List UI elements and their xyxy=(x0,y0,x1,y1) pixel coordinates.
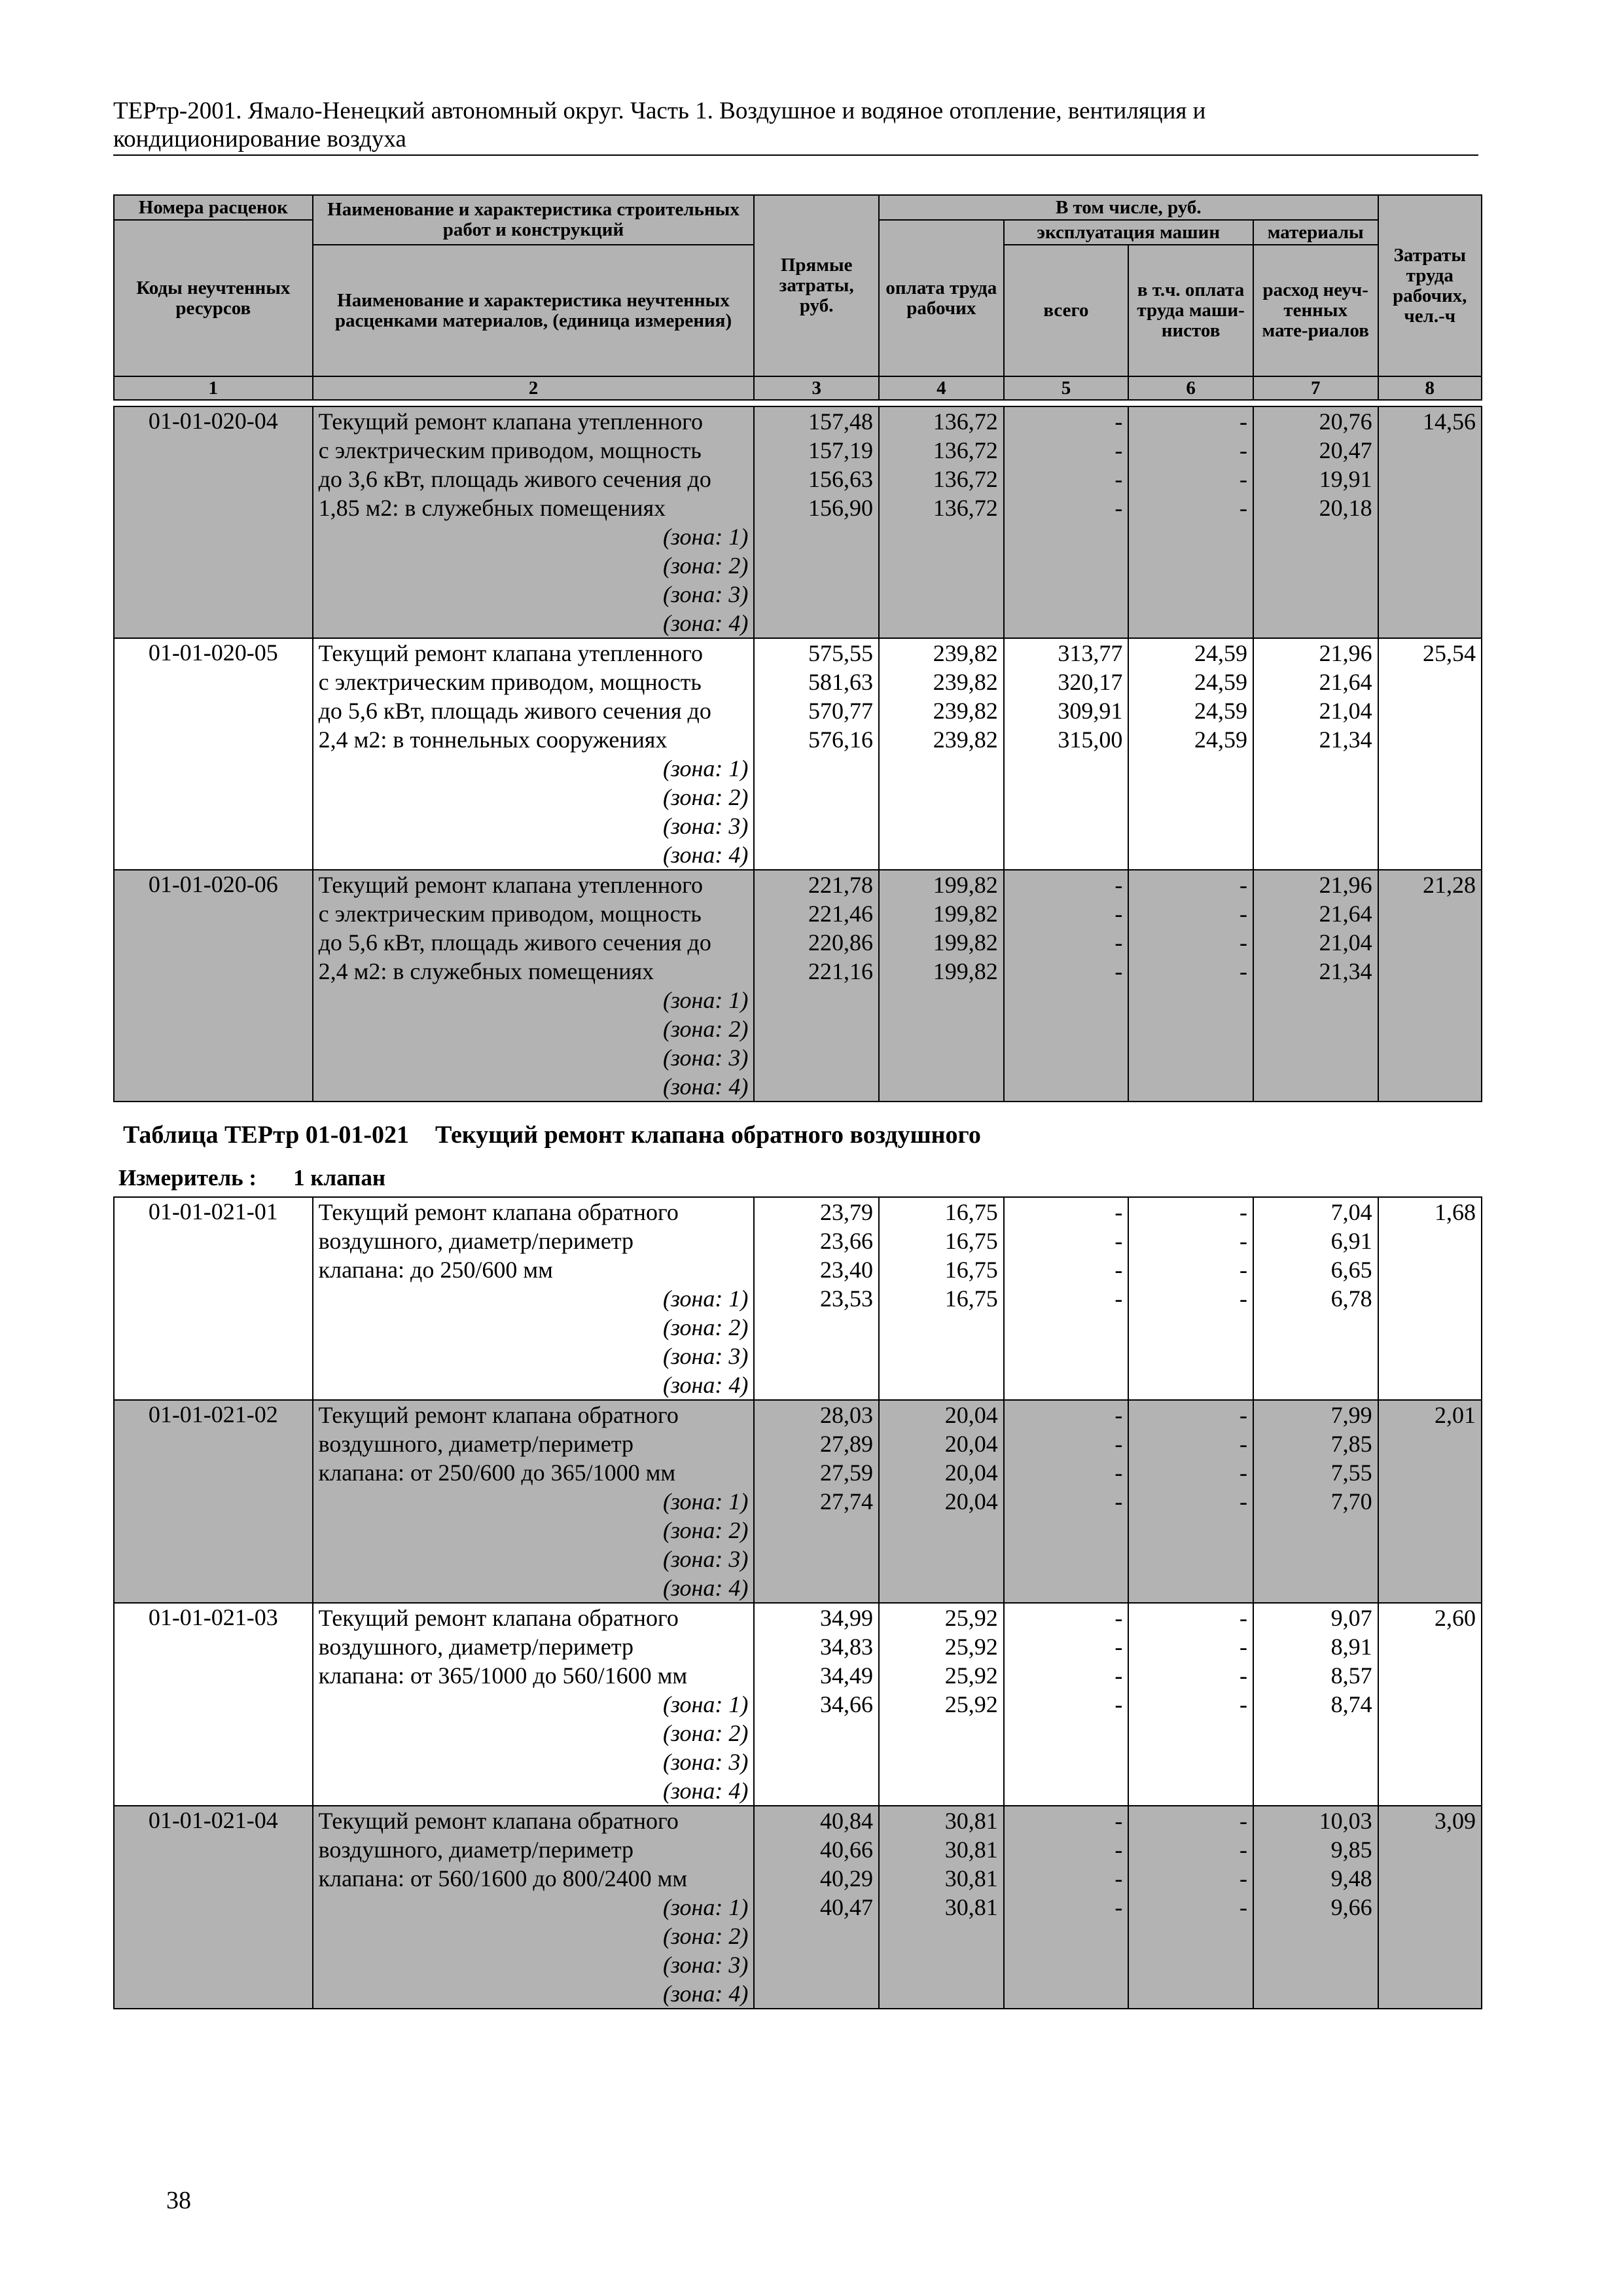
rate-description xyxy=(313,406,755,638)
zone-value: - xyxy=(1239,1199,1247,1225)
zone-label: (зона: 3) xyxy=(663,1546,749,1572)
col-worker-pay: оплата труда рабочих xyxy=(879,220,1004,376)
zone-value: - xyxy=(1239,1865,1247,1892)
rate-row xyxy=(114,1400,1482,1603)
machinist-pay-values xyxy=(1128,638,1253,870)
zone-value: 24,59 xyxy=(1194,669,1247,695)
description-line: Текущий ремонт клапана обратного xyxy=(318,1199,679,1225)
zone-value: 30,81 xyxy=(944,1837,998,1863)
rate-description xyxy=(313,1197,755,1400)
zone-label: (зона: 2) xyxy=(663,1016,749,1042)
machinist-pay-values xyxy=(1128,1806,1253,2009)
zone-value: 20,04 xyxy=(944,1488,998,1515)
labor-costs-value xyxy=(1378,870,1482,1102)
worker-pay-values xyxy=(879,1806,1004,2009)
zone-value: - xyxy=(1239,495,1247,521)
zone-value: 221,16 xyxy=(808,958,874,984)
zone-value: - xyxy=(1239,1257,1247,1283)
zone-value: - xyxy=(1115,1808,1123,1834)
labor-costs-value xyxy=(1378,406,1482,638)
description-line: с электрическим приводом, мощность xyxy=(318,437,702,463)
rate-code: 01-01-021-03 xyxy=(114,1603,313,1806)
zone-value: 320,17 xyxy=(1058,669,1123,695)
zone-label: (зона: 4) xyxy=(663,1073,749,1100)
rates-table-01-01-021 xyxy=(113,1196,1482,2009)
header-line-2: кондиционирование воздуха xyxy=(113,126,406,152)
zone-value: 313,77 xyxy=(1058,640,1123,666)
zone-value: 23,40 xyxy=(820,1257,874,1283)
rate-description xyxy=(313,870,755,1102)
zone-value: - xyxy=(1115,1402,1123,1428)
zone-value: 27,59 xyxy=(820,1460,874,1486)
direct-cost-values xyxy=(754,1603,879,1806)
zone-value: - xyxy=(1115,872,1123,898)
zone-value: - xyxy=(1239,1634,1247,1660)
zone-value: 221,78 xyxy=(808,872,874,898)
zone-value: 21,64 xyxy=(1319,669,1372,695)
zone-value: 157,48 xyxy=(808,408,874,435)
description-line: до 5,6 кВт, площадь живого сечения до xyxy=(318,929,711,956)
zone-value: 7,04 xyxy=(1330,1199,1372,1225)
zone-value: 19,91 xyxy=(1319,466,1372,492)
page-number: 38 xyxy=(166,2187,191,2214)
zone-value: - xyxy=(1239,466,1247,492)
zone-value: - xyxy=(1239,872,1247,898)
worker-pay-values xyxy=(879,638,1004,870)
labor-costs-value xyxy=(1378,1603,1482,1806)
description-line: Текущий ремонт клапана обратного xyxy=(318,1402,679,1428)
zone-value: - xyxy=(1115,929,1123,956)
machine-total-values xyxy=(1004,1806,1129,2009)
col-number-7: 7 xyxy=(1253,376,1378,400)
zone-value: 199,82 xyxy=(933,901,998,927)
zone-label: (зона: 3) xyxy=(663,1749,749,1775)
materials-values xyxy=(1253,1197,1378,1400)
materials-values xyxy=(1253,406,1378,638)
description-line: Текущий ремонт клапана утепленного xyxy=(318,640,703,666)
table-title xyxy=(123,1121,981,1149)
rate-description xyxy=(313,1806,755,2009)
zone-value: - xyxy=(1115,1285,1123,1312)
labor-value: 21,28 xyxy=(1423,872,1476,898)
zone-value: 9,66 xyxy=(1330,1894,1372,1920)
zone-value: - xyxy=(1239,1488,1247,1515)
rate-row xyxy=(114,406,1482,638)
zone-label: (зона: 4) xyxy=(663,1778,749,1804)
measure-value: 1 клапан xyxy=(293,1165,386,1191)
zone-value: 7,55 xyxy=(1330,1460,1372,1486)
zone-value: - xyxy=(1115,1691,1123,1717)
zone-value: - xyxy=(1115,958,1123,984)
zone-label: (зона: 4) xyxy=(663,610,749,636)
labor-value: 14,56 xyxy=(1423,408,1476,435)
labor-costs-value xyxy=(1378,638,1482,870)
zone-value: - xyxy=(1115,1605,1123,1631)
zone-label: (зона: 1) xyxy=(663,755,749,781)
col-labor-costs: Затраты труда рабочих, чел.-ч xyxy=(1378,195,1482,376)
zone-value: 30,81 xyxy=(944,1894,998,1920)
zone-label: (зона: 3) xyxy=(663,1952,749,1978)
machinist-pay-values xyxy=(1128,1197,1253,1400)
machine-total-values xyxy=(1004,406,1129,638)
zone-value: 21,96 xyxy=(1319,640,1372,666)
zone-label: (зона: 4) xyxy=(663,1575,749,1601)
zone-value: 7,99 xyxy=(1330,1402,1372,1428)
rate-row xyxy=(114,1197,1482,1400)
zone-value: 25,92 xyxy=(944,1691,998,1717)
materials-values xyxy=(1253,1603,1378,1806)
col-work-name: Наименование и характеристика строительных работ и конструкций xyxy=(313,195,755,245)
rate-row xyxy=(114,870,1482,1102)
col-number-2: 2 xyxy=(313,376,755,400)
zone-value: 581,63 xyxy=(808,669,874,695)
zone-value: - xyxy=(1239,437,1247,463)
zone-value: - xyxy=(1239,408,1247,435)
zone-value: 21,04 xyxy=(1319,698,1372,724)
table-header xyxy=(113,194,1482,401)
zone-value: 7,70 xyxy=(1330,1488,1372,1515)
zone-label: (зона: 3) xyxy=(663,813,749,839)
col-total: всего xyxy=(1004,245,1129,376)
zone-value: 221,46 xyxy=(808,901,874,927)
description-line: клапана: до 250/600 мм xyxy=(318,1257,553,1283)
description-line: 2,4 м2: в тоннельных сооружениях xyxy=(318,726,668,753)
zone-value: 20,47 xyxy=(1319,437,1372,463)
zone-label: (зона: 1) xyxy=(663,987,749,1013)
zone-value: 21,96 xyxy=(1319,872,1372,898)
zone-value: 23,53 xyxy=(820,1285,874,1312)
zone-value: 8,74 xyxy=(1330,1691,1372,1717)
machinist-pay-values xyxy=(1128,870,1253,1102)
header-line-1: ТЕРтр-2001. Ямало-Ненецкий автономный округ. Часть 1. Воздушное и водяное отопление, вентиляция и xyxy=(113,98,1206,124)
zone-value: 24,59 xyxy=(1194,698,1247,724)
zone-label: (зона: 2) xyxy=(663,1517,749,1543)
worker-pay-values xyxy=(879,1400,1004,1603)
zone-label: (зона: 1) xyxy=(663,1691,749,1717)
zone-label: (зона: 4) xyxy=(663,1372,749,1398)
rates-table-01-01-020 xyxy=(113,406,1482,1102)
col-number-3: 3 xyxy=(754,376,879,400)
zone-value: - xyxy=(1239,1431,1247,1457)
zone-value: 34,66 xyxy=(820,1691,874,1717)
materials-values xyxy=(1253,638,1378,870)
zone-value: - xyxy=(1115,1634,1123,1660)
description-line: Текущий ремонт клапана утепленного xyxy=(318,408,703,435)
zone-value: - xyxy=(1115,408,1123,435)
rate-code: 01-01-021-01 xyxy=(114,1197,313,1400)
zone-value: - xyxy=(1239,929,1247,956)
col-number-6: 6 xyxy=(1128,376,1253,400)
measure-line xyxy=(118,1165,385,1191)
zone-label: (зона: 2) xyxy=(663,1720,749,1746)
zone-value: - xyxy=(1239,1894,1247,1920)
description-line: Текущий ремонт клапана утепленного xyxy=(318,872,703,898)
measure-label: Измеритель : xyxy=(118,1165,257,1191)
labor-costs-value xyxy=(1378,1806,1482,2009)
zone-value: 40,66 xyxy=(820,1837,874,1863)
description-line: клапана: от 250/600 до 365/1000 мм xyxy=(318,1460,676,1486)
rate-row xyxy=(114,638,1482,870)
zone-value: 239,82 xyxy=(933,640,998,666)
zone-value: - xyxy=(1239,958,1247,984)
zone-value: 20,04 xyxy=(944,1460,998,1486)
worker-pay-values xyxy=(879,1603,1004,1806)
labor-value: 2,60 xyxy=(1435,1605,1476,1631)
zone-value: 576,16 xyxy=(808,726,874,753)
materials-values xyxy=(1253,1400,1378,1603)
zone-value: 239,82 xyxy=(933,698,998,724)
col-machine-operation: эксплуатация машин xyxy=(1004,220,1253,245)
rate-code: 01-01-021-02 xyxy=(114,1400,313,1603)
zone-value: 20,18 xyxy=(1319,495,1372,521)
zone-value: 40,47 xyxy=(820,1894,874,1920)
zone-value: 570,77 xyxy=(808,698,874,724)
zone-value: - xyxy=(1239,1402,1247,1428)
materials-values xyxy=(1253,1806,1378,2009)
labor-costs-value xyxy=(1378,1400,1482,1603)
zone-label: (зона: 1) xyxy=(663,1894,749,1920)
rate-description xyxy=(313,1400,755,1603)
labor-value: 1,68 xyxy=(1435,1199,1476,1225)
zone-value: 309,91 xyxy=(1058,698,1123,724)
zone-value: 23,66 xyxy=(820,1228,874,1254)
zone-value: 136,72 xyxy=(933,495,998,521)
zone-value: 9,07 xyxy=(1330,1605,1372,1631)
col-materials: материалы xyxy=(1253,220,1378,245)
zone-value: - xyxy=(1115,1228,1123,1254)
rate-code: 01-01-021-04 xyxy=(114,1806,313,2009)
machine-total-values xyxy=(1004,1603,1129,1806)
zone-value: 156,90 xyxy=(808,495,874,521)
description-line: воздушного, диаметр/периметр xyxy=(318,1634,634,1660)
zone-value: - xyxy=(1239,1808,1247,1834)
col-resource-codes: Коды неучтенных ресурсов xyxy=(114,220,313,376)
description-line: Текущий ремонт клапана обратного xyxy=(318,1808,679,1834)
zone-value: 315,00 xyxy=(1058,726,1123,753)
description-line: с электрическим приводом, мощность xyxy=(318,669,702,695)
zone-value: - xyxy=(1115,1431,1123,1457)
direct-cost-values xyxy=(754,1197,879,1400)
zone-value: 21,34 xyxy=(1319,726,1372,753)
description-line: Текущий ремонт клапана обратного xyxy=(318,1605,679,1631)
zone-label: (зона: 1) xyxy=(663,1285,749,1312)
machine-total-values xyxy=(1004,1400,1129,1603)
page-header xyxy=(113,97,1478,156)
zone-value: 24,59 xyxy=(1194,640,1247,666)
zone-value: - xyxy=(1239,1837,1247,1863)
zone-value: - xyxy=(1239,901,1247,927)
direct-cost-values xyxy=(754,1400,879,1603)
rate-code: 01-01-020-04 xyxy=(114,406,313,638)
zone-value: 10,03 xyxy=(1319,1808,1372,1834)
zone-value: - xyxy=(1239,1460,1247,1486)
zone-label: (зона: 2) xyxy=(663,1314,749,1340)
zone-label: (зона: 3) xyxy=(663,1343,749,1369)
zone-value: - xyxy=(1115,1199,1123,1225)
zone-value: - xyxy=(1115,495,1123,521)
zone-value: 27,74 xyxy=(820,1488,874,1515)
zone-value: 220,86 xyxy=(808,929,874,956)
description-line: клапана: от 365/1000 до 560/1600 мм xyxy=(318,1662,688,1689)
description-line: воздушного, диаметр/периметр xyxy=(318,1837,634,1863)
zone-value: - xyxy=(1239,1285,1247,1312)
rate-description xyxy=(313,1603,755,1806)
col-materials-usage: расход неуч-тенных мате-риалов xyxy=(1253,245,1378,376)
col-material-name: Наименование и характеристика неучтенных расценками материалов, (единица измерения) xyxy=(313,245,755,376)
zone-label: (зона: 1) xyxy=(663,1488,749,1515)
zone-value: 9,48 xyxy=(1330,1865,1372,1892)
zone-value: 199,82 xyxy=(933,929,998,956)
zone-value: 239,82 xyxy=(933,669,998,695)
worker-pay-values xyxy=(879,870,1004,1102)
zone-value: 136,72 xyxy=(933,466,998,492)
zone-value: 21,04 xyxy=(1319,929,1372,956)
zone-value: 199,82 xyxy=(933,872,998,898)
col-number-4: 4 xyxy=(879,376,1004,400)
zone-value: 20,04 xyxy=(944,1431,998,1457)
direct-cost-values xyxy=(754,1806,879,2009)
zone-value: - xyxy=(1239,1691,1247,1717)
col-rate-numbers: Номера расценок xyxy=(114,195,313,220)
zone-value: 20,04 xyxy=(944,1402,998,1428)
materials-values xyxy=(1253,870,1378,1102)
direct-cost-values xyxy=(754,638,879,870)
zone-value: - xyxy=(1115,1488,1123,1515)
zone-value: 27,89 xyxy=(820,1431,874,1457)
description-line: 1,85 м2: в служебных помещениях xyxy=(318,495,666,521)
zone-value: - xyxy=(1115,1865,1123,1892)
zone-value: 6,78 xyxy=(1330,1285,1372,1312)
description-line: до 3,6 кВт, площадь живого сечения до xyxy=(318,466,711,492)
machine-total-values xyxy=(1004,870,1129,1102)
zone-value: 239,82 xyxy=(933,726,998,753)
zone-value: - xyxy=(1115,1894,1123,1920)
col-direct-costs: Прямые затраты, руб. xyxy=(754,195,879,376)
zone-value: 40,84 xyxy=(820,1808,874,1834)
zone-value: 199,82 xyxy=(933,958,998,984)
zone-value: 34,99 xyxy=(820,1605,874,1631)
zone-label: (зона: 2) xyxy=(663,784,749,810)
zone-value: 25,92 xyxy=(944,1634,998,1660)
zone-value: 23,79 xyxy=(820,1199,874,1225)
zone-label: (зона: 3) xyxy=(663,1045,749,1071)
zone-value: 6,91 xyxy=(1330,1228,1372,1254)
zone-label: (зона: 4) xyxy=(663,842,749,868)
zone-value: 7,85 xyxy=(1330,1431,1372,1457)
zone-value: - xyxy=(1115,1837,1123,1863)
zone-value: 34,83 xyxy=(820,1634,874,1660)
col-number-1: 1 xyxy=(114,376,313,400)
zone-value: 21,64 xyxy=(1319,901,1372,927)
col-number-5: 5 xyxy=(1004,376,1129,400)
rate-row xyxy=(114,1806,1482,2009)
col-machinist-pay: в т.ч. оплата труда маши-нистов xyxy=(1128,245,1253,376)
zone-label: (зона: 1) xyxy=(663,524,749,550)
zone-value: - xyxy=(1115,1662,1123,1689)
zone-value: - xyxy=(1115,466,1123,492)
zone-value: 40,29 xyxy=(820,1865,874,1892)
rate-code: 01-01-020-06 xyxy=(114,870,313,1102)
rate-row xyxy=(114,1603,1482,1806)
zone-value: 9,85 xyxy=(1330,1837,1372,1863)
description-line: клапана: от 560/1600 до 800/2400 мм xyxy=(318,1865,688,1892)
zone-value: 16,75 xyxy=(944,1257,998,1283)
zone-value: - xyxy=(1115,901,1123,927)
zone-value: 6,65 xyxy=(1330,1257,1372,1283)
zone-value: 575,55 xyxy=(808,640,874,666)
description-line: воздушного, диаметр/периметр xyxy=(318,1228,634,1254)
zone-value: - xyxy=(1239,1228,1247,1254)
zone-value: 30,81 xyxy=(944,1865,998,1892)
zone-value: 156,63 xyxy=(808,466,874,492)
worker-pay-values xyxy=(879,1197,1004,1400)
zone-value: 25,92 xyxy=(944,1662,998,1689)
zone-value: - xyxy=(1115,437,1123,463)
zone-value: 157,19 xyxy=(808,437,874,463)
zone-label: (зона: 3) xyxy=(663,581,749,607)
machine-total-values xyxy=(1004,638,1129,870)
zone-value: - xyxy=(1115,1257,1123,1283)
zone-value: 25,92 xyxy=(944,1605,998,1631)
zone-value: 34,49 xyxy=(820,1662,874,1689)
zone-value: 28,03 xyxy=(820,1402,874,1428)
zone-value: - xyxy=(1239,1662,1247,1689)
zone-value: 136,72 xyxy=(933,408,998,435)
zone-value: 21,34 xyxy=(1319,958,1372,984)
zone-value: 136,72 xyxy=(933,437,998,463)
labor-value: 25,54 xyxy=(1423,640,1476,666)
direct-cost-values xyxy=(754,870,879,1102)
rate-description xyxy=(313,638,755,870)
description-line: 2,4 м2: в служебных помещениях xyxy=(318,958,654,984)
description-line: воздушного, диаметр/периметр xyxy=(318,1431,634,1457)
zone-value: - xyxy=(1115,1460,1123,1486)
labor-value: 3,09 xyxy=(1435,1808,1476,1834)
zone-label: (зона: 2) xyxy=(663,552,749,579)
table-title-label: Таблица ТЕРтр 01-01-021 xyxy=(123,1121,410,1149)
zone-value: 8,57 xyxy=(1330,1662,1372,1689)
machinist-pay-values xyxy=(1128,406,1253,638)
description-line: до 5,6 кВт, площадь живого сечения до xyxy=(318,698,711,724)
zone-value: 16,75 xyxy=(944,1228,998,1254)
rate-code: 01-01-020-05 xyxy=(114,638,313,870)
zone-value: 16,75 xyxy=(944,1285,998,1312)
machinist-pay-values xyxy=(1128,1400,1253,1603)
direct-cost-values xyxy=(754,406,879,638)
table-title-name: Текущий ремонт клапана обратного воздушного xyxy=(435,1121,981,1149)
zone-value: 8,91 xyxy=(1330,1634,1372,1660)
zone-value: 30,81 xyxy=(944,1808,998,1834)
zone-label: (зона: 2) xyxy=(663,1923,749,1949)
col-number-8: 8 xyxy=(1378,376,1482,400)
machinist-pay-values xyxy=(1128,1603,1253,1806)
zone-value: 24,59 xyxy=(1194,726,1247,753)
zone-value: 16,75 xyxy=(944,1199,998,1225)
description-line: с электрическим приводом, мощность xyxy=(318,901,702,927)
zone-value: - xyxy=(1239,1605,1247,1631)
machine-total-values xyxy=(1004,1197,1129,1400)
zone-value: 20,76 xyxy=(1319,408,1372,435)
worker-pay-values xyxy=(879,406,1004,638)
zone-label: (зона: 4) xyxy=(663,1981,749,2007)
col-including: В том числе, руб. xyxy=(879,195,1378,220)
labor-value: 2,01 xyxy=(1435,1402,1476,1428)
labor-costs-value xyxy=(1378,1197,1482,1400)
